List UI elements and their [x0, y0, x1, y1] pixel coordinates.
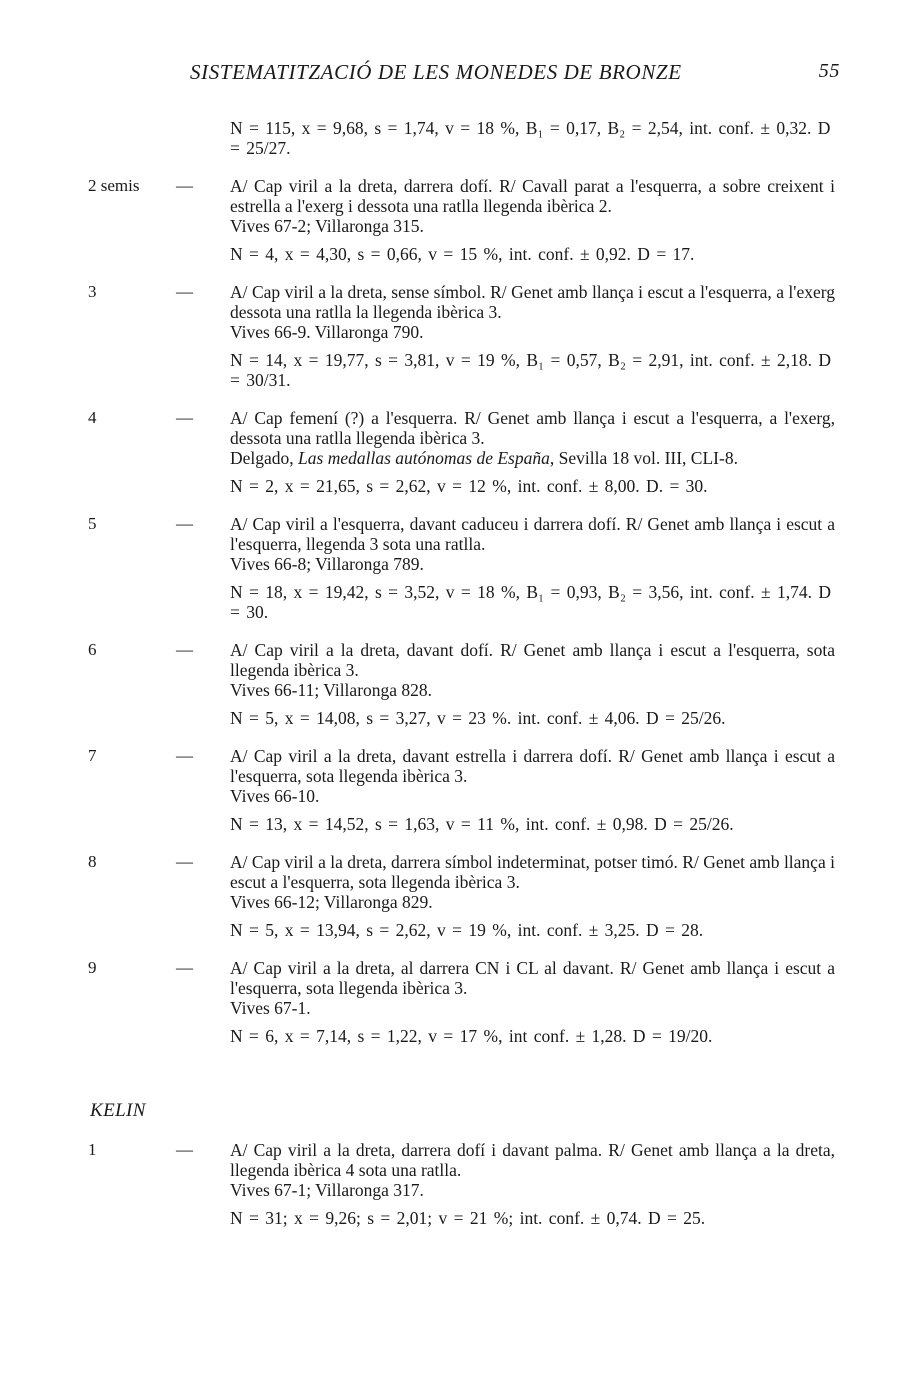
entry-number: 2 semis	[88, 176, 140, 195]
entry-references: Vives 67-1; Villaronga 317.	[230, 1180, 424, 1200]
entry-6	[0, 640, 911, 728]
running-header	[190, 60, 840, 90]
entry-description: A/ Cap viril a la dreta, sense símbol. R/ Genet amb llança i escut a l'esquerra, a l'exerg dessota una ratlla la llegenda ibèrica 3.	[230, 282, 835, 322]
entry-4	[0, 408, 911, 496]
entry-description: A/ Cap viril a la dreta, darrera dofí. R/ Cavall parat a l'esquerra, a sobre creixent i estrella a l'exerg i dessota una ratlla llegenda ibèrica 2.	[230, 176, 835, 216]
entry-references: Vives 67-2; Villaronga 315.	[230, 216, 424, 236]
entry-stats: N = 14, x = 19,77, s = 3,81, v = 19 %, B₁ = 0,57, B₂ = 2,91, int. conf. ± 2,18. D = 30/31.	[230, 350, 831, 390]
entry-7	[0, 746, 911, 834]
header-title: SISTEMATITZACIÓ DE LES MONEDES DE BRONZE	[190, 60, 682, 84]
entry-description: A/ Cap viril a la dreta, darrera símbol indeterminat, potser timó. R/ Genet amb llança i escut a l'esquerra, sota llegenda ibèrica 3.	[230, 852, 835, 892]
entry-stats: N = 13, x = 14,52, s = 1,63, v = 11 %, int. conf. ± 0,98. D = 25/26.	[230, 814, 734, 834]
entry-stats: N = 6, x = 7,14, s = 1,22, v = 17 %, int conf. ± 1,28. D = 19/20.	[230, 1026, 713, 1046]
entry-references	[230, 448, 835, 468]
entry-stats: N = 4, x = 4,30, s = 0,66, v = 15 %, int. conf. ± 0,92. D = 17.	[230, 244, 695, 264]
entry-3	[0, 282, 911, 390]
entry-stats: N = 31; x = 9,26; s = 2,01; v = 21 %; int. conf. ± 0,74. D = 25.	[230, 1208, 706, 1228]
entry-number: 5	[88, 514, 97, 533]
entry-stats: N = 5, x = 13,94, s = 2,62, v = 19 %, int. conf. ± 3,25. D = 28.	[230, 920, 704, 940]
entry-references: Vives 67-1.	[230, 998, 311, 1018]
entry-kelin-1	[0, 1140, 911, 1228]
entry-dash: —	[176, 408, 193, 427]
reference-details: , Sevilla 18 vol. III, CLI-8.	[549, 448, 738, 468]
entry-references: Vives 66-8; Villaronga 789.	[230, 554, 424, 574]
entry-description: A/ Cap viril a l'esquerra, davant caduceu i darrera dofí. R/ Genet amb llança i escut a l'esquerra, llegenda 3 sota una ratlla.	[230, 514, 835, 554]
entry-number: 9	[88, 958, 97, 977]
kelin-entries	[0, 1140, 911, 1246]
entry-dash: —	[176, 514, 193, 533]
entry-stats: N = 18, x = 19,42, s = 3,52, v = 18 %, B₁ = 0,93, B₂ = 3,56, int. conf. ± 1,74. D = 30.	[230, 582, 831, 622]
entry-number: 8	[88, 852, 97, 871]
entry-number: 6	[88, 640, 97, 659]
entry-number: 3	[88, 282, 97, 301]
entry-references: Vives 66-12; Villaronga 829.	[230, 892, 433, 912]
entry-2-semis	[0, 176, 911, 264]
entry-number: 1	[88, 1140, 97, 1159]
entry-stats: N = 5, x = 14,08, s = 3,27, v = 23 %. int. conf. ± 4,06. D = 25/26.	[230, 708, 726, 728]
entry-9	[0, 958, 911, 1046]
entry-dash: —	[176, 852, 193, 871]
entry-8	[0, 852, 911, 940]
entry-number: 7	[88, 746, 97, 765]
entry-5	[0, 514, 911, 622]
entry-dash: —	[176, 958, 193, 977]
entry-dash: —	[176, 176, 193, 195]
entry-description: A/ Cap viril a la dreta, darrera dofí i davant palma. R/ Genet amb llança a la dreta, llegenda ibèrica 4 sota una ratlla.	[230, 1140, 835, 1180]
entry-stats: N = 115, x = 9,68, s = 1,74, v = 18 %, B₁ = 0,17, B₂ = 2,54, int. conf. ± 0,32. D = 25/27.	[230, 118, 831, 158]
entry-description: A/ Cap viril a la dreta, davant estrella i darrera dofí. R/ Genet amb llança i escut a l'esquerra, sota llegenda ibèrica 3.	[230, 746, 835, 786]
entry-description: A/ Cap viril a la dreta, davant dofí. R/ Genet amb llança i escut a l'esquerra, sota llegenda ibèrica 3.	[230, 640, 835, 680]
entry-dash: —	[176, 1140, 193, 1159]
entry-stats: N = 2, x = 21,65, s = 2,62, v = 12 %, int. conf. ± 8,00. D. = 30.	[230, 476, 708, 496]
entry-description: A/ Cap viril a la dreta, al darrera CN i CL al davant. R/ Genet amb llança i escut a l'esquerra, sota llegenda ibèrica 3.	[230, 958, 835, 998]
entry-dash: —	[176, 282, 193, 301]
entry-description: A/ Cap femení (?) a l'esquerra. R/ Genet amb llança i escut a l'esquerra, a l'exerg, dessota una ratlla llegenda ibèrica 3.	[230, 408, 835, 448]
entry-number: 4	[88, 408, 97, 427]
entry-dash: —	[176, 746, 193, 765]
entry-references: Vives 66-9. Villaronga 790.	[230, 322, 424, 342]
entry-dash: —	[176, 640, 193, 659]
entry-top-stats	[0, 118, 911, 158]
entry-references: Vives 66-10.	[230, 786, 320, 806]
section-title-kelin: KELIN	[90, 1100, 146, 1121]
reference-author: Delgado,	[230, 448, 299, 468]
coin-entries	[0, 118, 911, 1064]
page-number: 55	[818, 60, 840, 82]
entry-references: Vives 66-11; Villaronga 828.	[230, 680, 433, 700]
reference-book-title: Las medallas autónomas de España	[298, 448, 550, 468]
